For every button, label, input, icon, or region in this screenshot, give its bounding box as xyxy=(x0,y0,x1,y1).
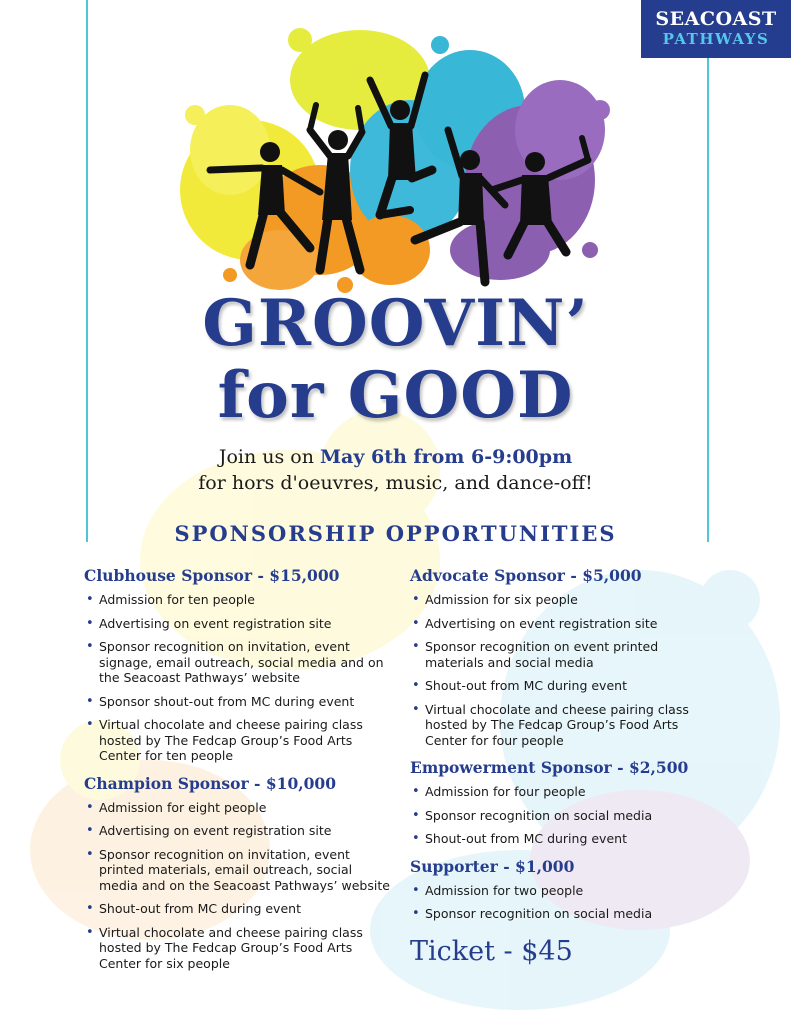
tier-heading: Clubhouse Sponsor - $15,000 xyxy=(84,566,340,585)
benefit-item: • Admission for six people xyxy=(410,592,710,608)
benefit-item: • Shout-out from MC during event xyxy=(410,678,710,694)
tier-champion xyxy=(84,774,394,972)
tier-heading: Supporter - $1,000 xyxy=(410,856,575,876)
benefit-item: • Sponsor recognition on event printed materials and social media xyxy=(410,639,710,670)
logo-line-1: SEACOAST xyxy=(655,8,777,30)
benefit-list xyxy=(84,592,394,764)
benefit-item: • Sponsor recognition on invitation, event printed materials, email outreach, social media and on the Seacoast Pathways’ website xyxy=(84,847,394,894)
left-sponsor-column xyxy=(84,566,394,981)
section-title: SPONSORSHIP OPPORTUNITIES xyxy=(174,521,617,546)
benefit-item: • Virtual chocolate and cheese pairing class hosted by The Fedcap Group’s Food Arts Center for four people xyxy=(410,702,710,749)
invite-date-time: May 6th from 6-9:00pm xyxy=(320,446,573,468)
benefit-item: • Sponsor recognition on social media xyxy=(410,906,710,922)
dancers-illustration xyxy=(170,20,620,300)
invite-line-2: for hors d'oeuvres, music, and dance-off! xyxy=(198,472,593,494)
right-sponsor-column xyxy=(410,566,710,967)
benefit-item: • Admission for ten people xyxy=(84,592,394,608)
tier-supporter xyxy=(410,857,710,922)
benefit-item: • Admission for four people xyxy=(410,784,710,800)
benefit-item: • Admission for eight people xyxy=(84,800,394,816)
benefit-item: • Advertising on event registration site xyxy=(84,616,394,632)
logo-line-2: PATHWAYS xyxy=(662,30,770,48)
seacoast-pathways-logo xyxy=(641,0,791,58)
benefit-list xyxy=(410,784,710,847)
benefit-item: • Admission for two people xyxy=(410,883,710,899)
invite-line-1 xyxy=(0,446,791,468)
tier-heading: Empowerment Sponsor - $2,500 xyxy=(410,758,689,777)
benefit-item: • Advertising on event registration site xyxy=(410,616,710,632)
tier-heading: Champion Sponsor - $10,000 xyxy=(84,773,336,793)
tier-heading: Advocate Sponsor - $5,000 xyxy=(410,566,642,585)
event-title-line-2: for GOOD xyxy=(217,358,574,433)
benefit-item: • Sponsor recognition on social media xyxy=(410,808,710,824)
benefit-list xyxy=(410,883,710,922)
benefit-item: • Virtual chocolate and cheese pairing class hosted by The Fedcap Group’s Food Arts Center for six people xyxy=(84,925,394,972)
benefit-item: • Sponsor shout-out from MC during event xyxy=(84,694,394,710)
tier-clubhouse xyxy=(84,566,394,764)
tier-advocate xyxy=(410,566,710,748)
benefit-list xyxy=(410,592,710,748)
invite-prefix: Join us on xyxy=(218,446,314,468)
benefit-item: • Shout-out from MC during event xyxy=(410,831,710,847)
tier-empowerment xyxy=(410,758,710,847)
event-title-line-1: GROOVIN’ xyxy=(202,286,589,361)
benefit-item: • Advertising on event registration site xyxy=(84,823,394,839)
benefit-item: • Virtual chocolate and cheese pairing class hosted by The Fedcap Group’s Food Arts Center for ten people xyxy=(84,717,394,764)
ticket-price: Ticket - $45 xyxy=(410,935,573,967)
benefit-list xyxy=(84,800,394,972)
benefit-item: • Shout-out from MC during event xyxy=(84,901,394,917)
benefit-item: • Sponsor recognition on invitation, event signage, email outreach, social media and on the Seacoast Pathways’ website xyxy=(84,639,394,686)
